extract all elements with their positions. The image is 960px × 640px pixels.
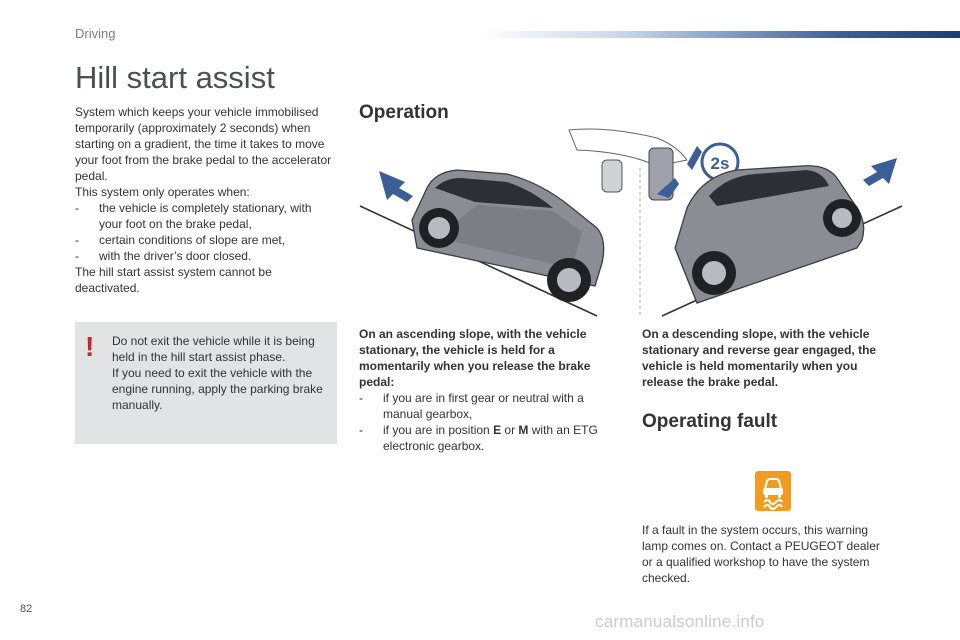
arrow-up-right-icon [863,158,897,186]
page-title: Hill start assist [75,60,275,95]
ascending-lead: On an ascending slope, with the vehicle stationary, the vehicle is held for a momentarily when you release the brake pedal: [359,327,591,389]
watermark: carmanualsonline.info [595,612,765,631]
intro-conditions-lead: This system only operates when: [75,185,250,199]
operation-heading: Operation [359,102,449,123]
skid-warning-lamp-icon [755,471,791,511]
descending-slope-text [642,326,890,390]
list-item: - if you are in first gear or neutral with a manual gearbox, [359,390,607,422]
list-item: - with the driver’s door closed. [75,248,337,264]
page-number: 82 [20,603,33,615]
section-label: Driving [75,26,116,41]
intro-text [75,104,337,296]
car-uphill-icon [412,170,604,302]
list-item: - the vehicle is completely stationary, with your foot on the brake pedal, [75,200,337,232]
list-item: - certain conditions of slope are met, [75,232,337,248]
operating-fault-heading: Operating fault [642,411,778,432]
list-item-text: if you are in position [383,423,494,437]
fault-text: If a fault in the system occurs, this warning lamp comes on. Contact a PEUGEOT dealer or a qualified workshop to have the system checked. [642,523,880,585]
ascending-list [359,390,607,454]
car-downhill-icon [675,166,864,303]
hill-start-illustration [357,128,905,320]
list-item-text: with an ETG electronic gearbox. [383,423,598,453]
header-bar [480,31,960,38]
warning-line: If you need to exit the vehicle with the engine running, apply the parking brake manually. [112,366,323,412]
list-item [359,422,607,454]
gear-e-label: E [493,423,502,437]
warning-line: Do not exit the vehicle while it is being held in the hill start assist phase. [112,334,315,364]
list-item-text: or [501,423,519,437]
timer-label: 2s [710,154,730,173]
conditions-list [75,200,337,264]
ascending-slope-text [359,326,607,454]
gear-m-label: M [518,423,529,437]
intro-deactivation-note: The hill start assist system cannot be deactivated. [75,265,272,295]
descending-lead: On a descending slope, with the vehicle stationary and reverse gear engaged, the vehicle is held momentarily when you release the brake pedal. [642,327,877,389]
brake-pedal-icon [569,129,702,200]
intro-description: System which keeps your vehicle immobilised temporarily (approximately 2 seconds) when starting on a gradient, the time it takes to move your foot from the brake pedal to the accelerator pedal. [75,105,332,183]
warning-icon: ! [85,331,95,362]
warning-box [75,322,337,444]
arrow-up-left-icon [379,171,413,202]
warning-text [112,333,330,413]
